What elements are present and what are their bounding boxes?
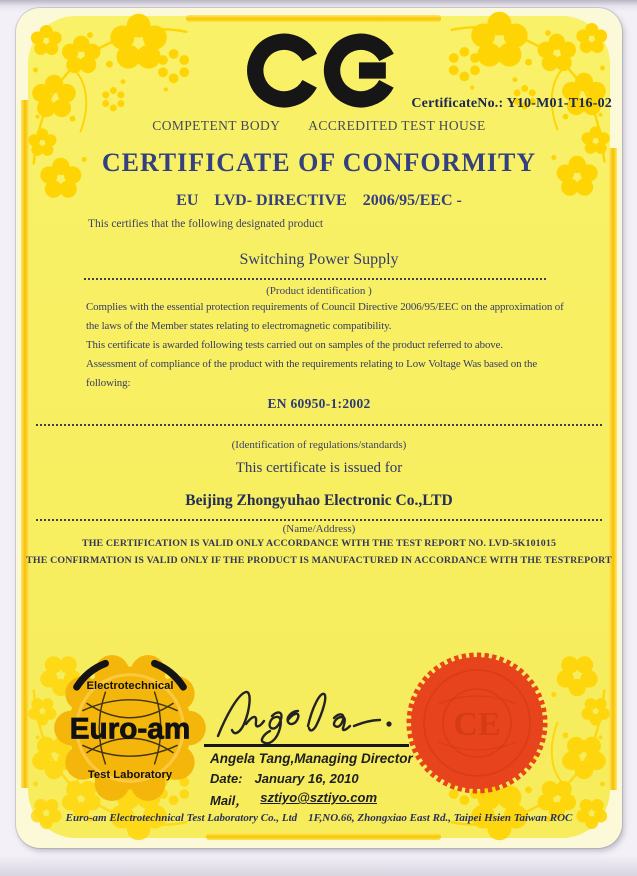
gold-border-top [186, 15, 441, 22]
compliance-paragraph [86, 298, 616, 393]
footer-address-line: Euro-am Electrotechnical Test Laboratory Co., Ltd 1F,NO.66, Zhongxiao East Rd., Taipei Hsien Taiwan ROC [65, 812, 573, 824]
date-value: January 16, 2010 [254, 771, 359, 786]
directive-line: EU LVD- DIRECTIVE 2006/95/EEC - [176, 192, 462, 209]
certificate-page [16, 8, 622, 848]
standards-caption: (Identification of regulations/standards) [231, 439, 407, 451]
seal-ce-text: CE [453, 706, 501, 743]
signature-icon [212, 684, 402, 744]
compliance-line: This certificate is awarded following tests carried out on samples of the product referred to above. [86, 339, 504, 351]
red-seal-icon [398, 644, 556, 802]
signature-line [204, 744, 409, 747]
certificate-title: CERTIFICATE OF CONFORMITY [101, 148, 537, 177]
name-address-caption: (Name/Address) [282, 523, 356, 535]
ce-mark-icon [238, 24, 430, 118]
date-row [210, 771, 359, 786]
accredited-test-house-label: ACCREDITED TEST HOUSE [308, 118, 486, 133]
mail-label: Mail， [210, 793, 249, 808]
euro-am-badge-icon [48, 646, 212, 810]
badge-bottom-label: Test Laboratory [87, 769, 173, 782]
dotted-line-standards [36, 424, 602, 426]
compliance-line: following: [86, 377, 131, 389]
date-label: Date: [210, 771, 243, 786]
badge-top-label: Electrotechnical [86, 680, 174, 693]
dotted-line-name [36, 519, 602, 521]
gold-border-bottom [206, 833, 441, 840]
badge-name-label: Euro-am [69, 712, 191, 746]
company-name: Beijing Zhongyuhao Electronic Co.,LTD [185, 492, 453, 509]
signatory-name-title: Angela Tang,Managing Director [210, 751, 413, 766]
certificate-number: CertificateNo.: Y10-M01-T16-02 [411, 96, 612, 111]
compliance-line: Complies with the essential protection requirements of Council Directive 2006/95/EEC on the approximation of [86, 301, 564, 313]
compliance-line: the laws of the Member states relating to electromagnetic compatibility. [86, 320, 392, 332]
compliance-line: Assessment of compliance of the product with the requirements relating to Low Voltage Was based on the [86, 358, 538, 370]
validity-statement-1: THE CERTIFICATION IS VALID ONLY ACCORDANCE WITH THE TEST REPORT NO. LVD-5K101015 [81, 538, 557, 549]
mail-value: sztiyo@sztiyo.com [260, 790, 377, 805]
competent-body-label: COMPETENT BODY [152, 118, 281, 133]
intro-line: This certifies that the following designated product [88, 218, 324, 230]
validity-statement-2: THE CONFIRMATION IS VALID ONLY IF THE PRODUCT IS MANUFACTURED IN ACCORDANCE WITH THE TESTREPORT [26, 555, 612, 566]
standard-reference: EN 60950-1:2002 [267, 396, 371, 411]
issued-for-line: This certificate is issued for [235, 460, 403, 476]
accreditation-line [16, 118, 622, 134]
mail-row [210, 790, 377, 809]
product-caption: (Product identification ) [266, 285, 372, 297]
product-name: Switching Power Supply [239, 251, 399, 268]
dotted-line-product [84, 278, 546, 280]
